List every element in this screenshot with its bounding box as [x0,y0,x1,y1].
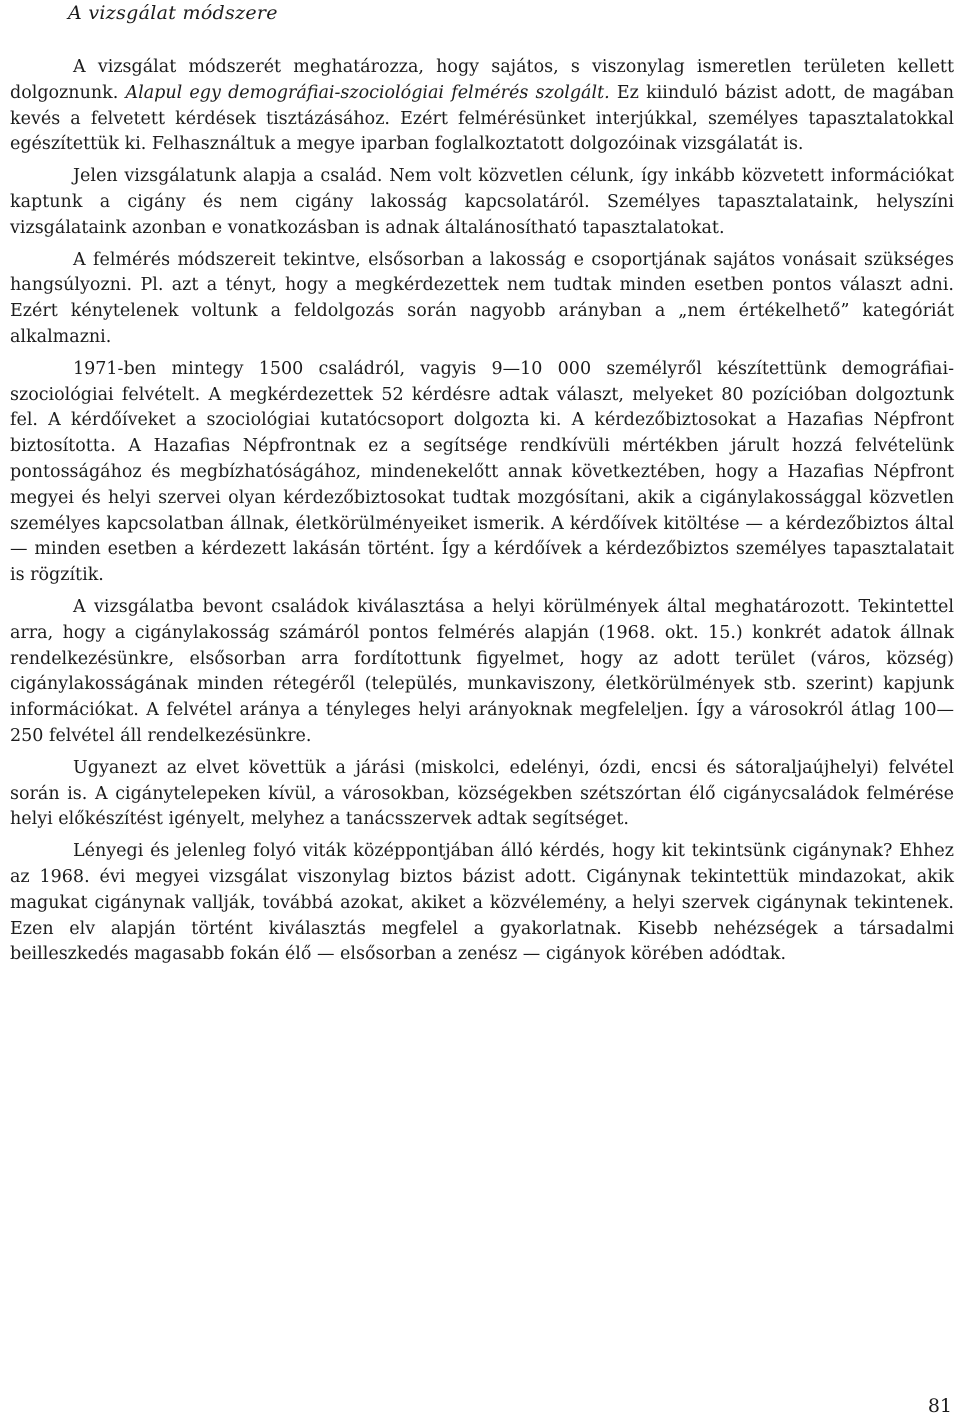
section-heading: A vizsgálat módszere [68,2,278,24]
paragraph-1-text-before: A vizsgálat módszerét meghatározza, hogy sajátos, s viszonylag ismeretlen területen kellett dolgoznunk. [10,57,954,103]
paragraph-5: A vizsgálatba bevont családok kiválasztása a helyi körülmények által meghatározott. Tekintettel arra, hogy a cigánylakosság számáról pontos felmérés alapján (1968. okt. 15.) konkrét adatok állnak rendelkezésünkre, elsősorban arra fordítottunk figyelmet, hogy az adott terület (város, község) cigánylakosságának minden rétegéről (település, munkaviszony, életkörülmények stb. szerint) kapjunk információkat. A felvétel aránya a tényleges helyi arányoknak megfeleljen. Így a városokról átlag 100—250 felvétel áll rendelkezésünkre. [10,596,954,746]
paragraph-3: A felmérés módszereit tekintve, elsősorban a lakosság e csoportjának sajátos vonásait szükséges hangsúlyozni. Pl. azt a tényt, hogy a megkérdezettek nem tudtak minden esetben pontos választ adni. Ezért kénytelenek voltunk a feldolgozás során nagyobb arányban a „nem értékelhető” kategóriát alkalmazni. [10,249,954,347]
body-text [10,55,954,974]
paragraph-4: 1971-ben mintegy 1500 családról, vagyis 9—10 000 személyről készítettünk demográfiai-szociológiai felvételt. A megkérdezettek 52 kérdésre adtak választ, melyeket 80 pozícióban dolgoztunk fel. A kérdőíveket a szociológiai kutatócsoport dolgozta ki. A kérdezőbiztosokat a Hazafias Népfront biztosította. A Hazafias Népfrontnak ez a segítsége rendkívüli mértékben járult hozzá felvételünk pontosságához és megbízhatóságához, mindenekelőtt annak következtében, hogy a Hazafias Népfront megyei és helyi szervei olyan kérdezőbiztosokat tudtak mozgósítani, akik a cigánylakossággal közvetlen személyes kapcsolatban állnak, életkörülményeiket ismerik. A kérdőívek kitöltése — a kérdezőbiztos által — minden esetben a kérdezett lakásán történt. Így a kérdőívek a kérdezőbiztos személyes tapasztalatait is rögzítik. [10,358,954,586]
paragraph-1-italic-text: Alapul egy demográfiai-szociológiai felmérés szolgált. [125,82,610,103]
paragraph-6: Ugyanezt az elvet követtük a járási (miskolci, edelényi, ózdi, encsi és sátoraljaújhelyi) felvétel során is. A cigánytelepeken kívül, a városokban, községekben szétszórtan élő cigánycsaládok felmérése helyi előkészítést igényelt, melyhez a tanácsszervek adtak segítséget. [10,757,954,830]
paragraph-2: Jelen vizsgálatunk alapja a család. Nem volt közvetlen célunk, így inkább közvetett információkat kaptunk a cigány és nem cigány lakosság kapcsolatáról. Személyes tapasztalataink, helyszíni vizsgálataink azonban e vonatkozásban is adnak általánosítható tapasztalatokat. [10,166,954,238]
paragraph-7: Lényegi és jelenleg folyó viták középpontjában álló kérdés, hogy kit tekintsünk cigánynak? Ehhez az 1968. évi megyei vizsgálat viszonylag biztos bázist adott. Cigánynak tekintettük mindazokat, akik magukat cigánynak vallják, továbbá azokat, akiket a közvélemény, a helyi szervek cigánynak tekintenek. Ezen elv alapján történt kiválasztás megfelel a gyakorlatnak. Kisebb nehézségek a társadalmi beilleszkedés magasabb fokán élő — elsősorban a zenész — cigányok körében adódtak. [10,841,954,965]
paragraph-1-text-after: Ez kiinduló bázist adott, de magában kevés a felvetett kérdések tisztázásához. Ezért felmérésünket interjúkkal, személyes tapasztalatokkal egészítettük ki. Felhasználtuk a megye iparban foglalkoztatott dolgozóinak vizsgálatát is. [10,82,954,155]
paragraph-1 [10,55,954,158]
page-number: 81 [927,1395,952,1417]
